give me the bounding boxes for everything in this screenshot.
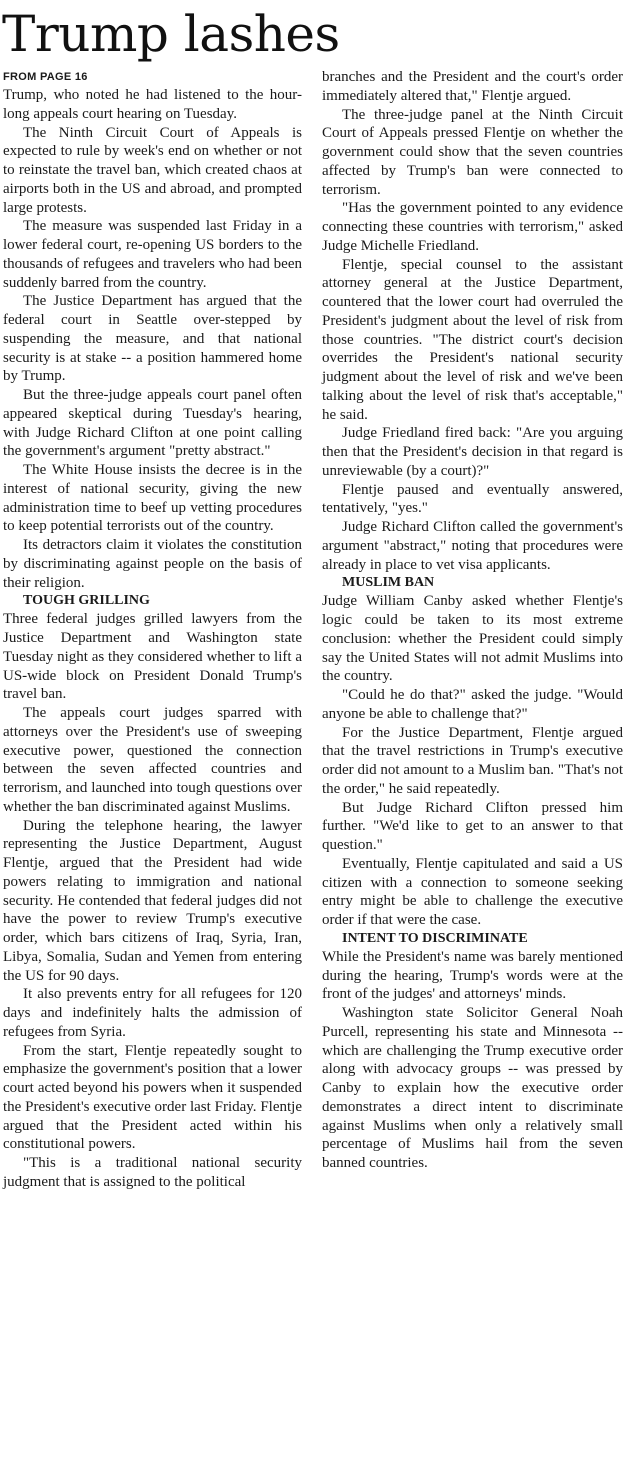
paragraph: Eventually, Flentje capitulated and said a US citizen with a connection to someone seeking entry might be able to challenge the executive order if that were the case. [322,855,623,928]
paragraph: Three federal judges grilled lawyers from the Justice Department and Washington state Tuesday night as they considered whether to lift a US-wide block on President Donald Trump's travel ban. [3,611,302,703]
paragraph: But the three-judge appeals court panel often appeared skeptical during Tuesday's hearing, with Judge Richard Clifton at one point calling the government's argument "pretty abstract." [3,387,302,460]
subhead-muslim-ban: MUSLIM BAN [342,575,435,591]
right-column [322,68,623,1173]
paragraph: But Judge Richard Clifton pressed him further. "We'd like to get to an answer to that question." [322,799,623,853]
paragraph: The Justice Department has argued that the federal court in Seattle over-stepped by suspending the measure, and that national security is at stake -- a position hammered home by Trump. [3,293,302,385]
paragraph: "Could he do that?" asked the judge. "Would anyone be able to challenge that?" [322,687,623,722]
headline: Trump lashes [2,5,340,63]
subhead-tough-grilling: TOUGH GRILLING [23,593,150,609]
paragraph: Judge Richard Clifton called the government's argument "abstract," noting that procedures were already in place to vet visa applicants. [322,519,623,573]
paragraph: From the start, Flentje repeatedly sought to emphasize the government's position that a lower court acted beyond his powers when it suspended the President's executive order last Friday. Flentje argued that the President acted within his constitutional powers. [3,1042,302,1153]
paragraph: Flentje, special counsel to the assistant attorney general at the Justice Department, countered that the lower court had overruled the President's judgment about the level of risk from those countries. "The district court's decision overrides the President's national security judgment about the level of risk and we've been talking about the level of risk that's acceptable," he said. [322,256,623,423]
paragraph: The Ninth Circuit Court of Appeals is expected to rule by week's end on whether or not to reinstate the travel ban, which created chaos at airports both in the US and abroad, and prompted large protests. [3,124,302,216]
paragraph: Trump, who noted he had listened to the hour-long appeals court hearing on Tuesday. [3,87,302,122]
paragraph: While the President's name was barely mentioned during the hearing, Trump's words were at the front of the judges' and attorneys' minds. [322,948,623,1003]
paragraph: Flentje paused and eventually answered, tentatively, "yes." [322,481,623,517]
left-column [3,70,302,1192]
paragraph: Judge Friedland fired back: "Are you arguing then that the President's decision in that regard is unreviewable (by a court)?" [322,425,623,479]
paragraph: During the telephone hearing, the lawyer representing the Justice Department, August Flentje, argued that the President had wide powers relating to immigration and national security. He contended that federal judges did not have the power to review Trump's executive order, which bars citizens of Iraq, Syria, Iran, Libya, Somalia, Sudan and Yemen from entering the US for 90 days. [3,817,302,984]
paragraph: The three-judge panel at the Ninth Circuit Court of Appeals pressed Flentje on whether the government could show that the seven countries affected by Trump's ban were connected to terrorism. [322,106,623,198]
paragraph: The White House insists the decree is in the interest of national security, giving the new administration time to beef up vetting procedures to keep potential terrorists out of the country. [3,462,302,535]
paragraph: Judge William Canby asked whether Flentje's logic could be taken to its most extreme conclusion: whether the President could simply say the United States will not admit Muslims into the country. [322,593,623,685]
paragraph: "Has the government pointed to any evidence connecting these countries with terrorism," asked Judge Michelle Friedland. [322,200,623,254]
paragraph: Its detractors claim it violates the constitution by discriminating against people on the basis of their religion. [3,537,302,591]
paragraph: For the Justice Department, Flentje argued that the travel restrictions in Trump's executive order did not amount to a Muslim ban. "That's not the order," he said repeatedly. [322,724,623,797]
paragraph: The measure was suspended last Friday in a lower federal court, re-opening US borders to the thousands of refugees and travelers who had been suddenly barred from the country. [3,218,302,291]
paragraph: The appeals court judges sparred with attorneys over the President's use of sweeping executive power, questioned the connection between the seven affected countries and terrorism, and launched into tough questions over whether the ban discriminated against Muslims. [3,705,302,815]
paragraph: Washington state Solicitor General Noah Purcell, representing his state and Minnesota -- which are challenging the Trump executive order along with advocacy groups -- was pressed by Canby to explain how the executive order demonstrates a direct intent to discriminate against Muslims when only a relatively small percentage of Muslims hail from the seven banned countries. [322,1005,623,1171]
paragraph: It also prevents entry for all refugees for 120 days and indefinitely halts the admission of refugees from Syria. [3,986,302,1040]
paragraph: "This is a traditional national security judgment that is assigned to the political [3,1155,302,1190]
paragraph: branches and the President and the court's order immediately altered that," Flentje argued. [322,69,623,104]
jump-line: FROM PAGE 16 [3,71,88,83]
subhead-intent-to-discriminate: INTENT TO DISCRIMINATE [342,930,528,946]
